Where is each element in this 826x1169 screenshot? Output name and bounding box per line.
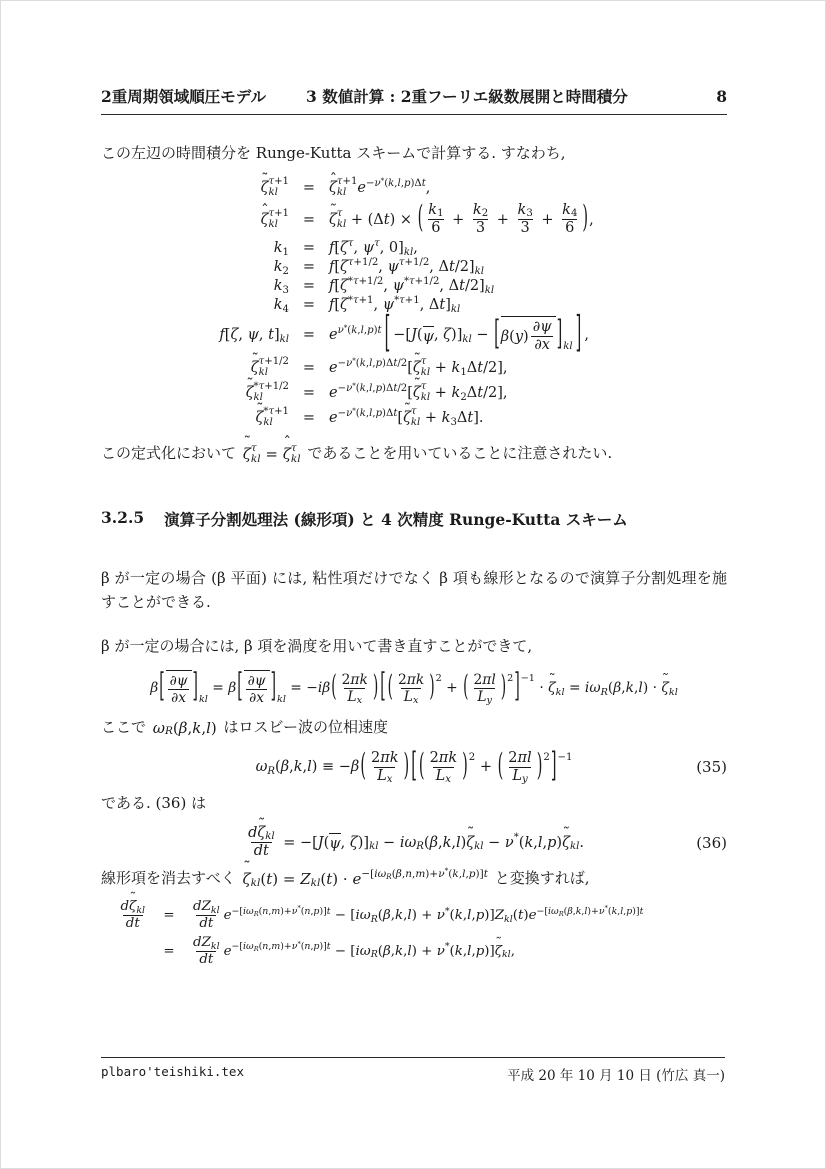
equation-rhs: e − ν * ( k , l , p )Δ t /2 [ ζ ˜ τ kl + k 2 Δ t /2], [329, 382, 507, 404]
header-model-title: 2重周期領域順圧モデル [101, 87, 267, 106]
header-page-number: 8 [716, 87, 727, 106]
paragraph-intro: この左辺の時間積分を Runge-Kutta スキームで計算する. すなわち, [101, 144, 566, 162]
section-number: 3.2.5 [101, 508, 145, 528]
inline-math: ω R ( β , k , l ) [152, 718, 217, 738]
footer-date-author: 平成 20 年 10 月 10 日 (竹広 真一) [507, 1068, 725, 1084]
equation-body: ω R ( β , k , l ) ≡ − β ( 2 πk L x ) [ ( 2 πk L x ) 2 + ( 2 πl L y ) 2 ] −1 [255, 747, 573, 786]
equation-relation: = [302, 327, 316, 344]
equation-lhs: k 1 [273, 240, 289, 258]
equation-rhs: e − ν * ( k , l , p )Δ t [ ζ ˜ τ kl + k 3 Δ t ]. [329, 407, 484, 429]
equation-lhs: k 4 [273, 297, 289, 315]
running-header [101, 1, 727, 115]
equation-body: β [ ∂ψ ∂x ] kl = β [ ∂ψ ∂x ] kl = − iβ ( 2 πk L x ) [ ( 2 πk L x ) 2 + ( 2 πl L y ) 2 ] −1 · ζ ˜ kl = iω R ( β , k , l ) · ζ ˜ kl [150, 670, 678, 707]
equation-array-runge-kutta [101, 177, 727, 429]
equation-relation: = [302, 278, 316, 295]
equation-lhs: f [ ζ , ψ , t ] kl [219, 327, 289, 345]
equation-relation: = [302, 297, 316, 314]
footer-filename: plbaro'teishiki.tex [101, 1064, 244, 1079]
equation-beta-vorticity [101, 667, 727, 707]
paragraph-dearu: である. (36) は [101, 793, 207, 812]
equation-rhs: dZ kl dt e −[ iω R ( n , m )+ ν * ( n , p )] t − [ iω R ( β , k , l ) + ν * ( k , l , p )] ζ ˜ kl , [189, 935, 515, 968]
equation-relation: = [163, 907, 175, 923]
equation-rhs: f [ ζ τ +1/2 , ψ τ +1/2 , Δ t /2] kl [329, 257, 484, 277]
inline-math: ζ ˜ τ kl = ζ ˆ τ kl [243, 442, 301, 466]
equation-lhs: k 3 [273, 278, 289, 296]
section-heading-3-2-5 [101, 508, 727, 530]
equation-relation: = [302, 385, 316, 402]
equation-rhs: f [ ζ τ , ψ τ , 0] kl , [329, 238, 418, 258]
equation-lhs: ζ ˜ * τ +1 kl [256, 407, 289, 429]
equation-body: d ζ ˜ kl dt = −[ J ( ψ , ζ )] kl − iω R ( β , k , l ) ζ ˜ kl − ν * ( k , l , p ) ζ ˜ kl . [244, 825, 584, 860]
equation-relation: = [302, 179, 316, 196]
paragraph-rossby-phase: ここで ω R ( β , k , l ) はロスビー波の位相速度 [101, 715, 727, 740]
paragraph-beta-rewrite: β が一定の場合には, β 項を渦度を用いて書き直すことができて, [101, 637, 533, 656]
paragraph-formulation-note: この定式化において ζ ˜ τ kl = ζ ˆ τ kl であることを用いていることに注意されたい. [101, 441, 727, 466]
equation-rhs: ζ ˜ τ kl + (Δ t ) × ( k 1 6 + k 2 3 + k 3 3 + k 4 6 ) , [329, 202, 594, 237]
equation-lhs: ζ ˜ τ +1/2 kl [251, 357, 289, 379]
paragraph-beta-linear: β が一定の場合 (β 平面) には, 粘性項だけでなく β 項も線形となるので演算子分割処理を施すことができる. [101, 569, 727, 612]
paragraph-transform: 線形項を消去すべく ζ ˜ kl ( t ) = Z kl ( t ) · e −[ iω R ( β , n , m )+ ν * ( k , l , p )] t と変換すれば, [101, 866, 727, 891]
equation-number: (36) [696, 833, 727, 852]
equation-relation: = [302, 240, 316, 257]
section-title: 演算子分割処理法 (線形項) と 4 次精度 Runge-Kutta スキーム [164, 510, 628, 530]
equation-lhs: k 2 [273, 259, 289, 277]
equation-rhs: dZ kl dt e −[ iω R ( n , m )+ ν * ( n , p )] t − [ iω R ( β , k , l ) + ν * ( k , l , p )] Z kl ( t ) e −[ iω R ( β , k , l )+ ν * ( k , l , p )] t [193, 899, 644, 931]
equation-number: (35) [696, 758, 727, 777]
equation-rhs: f [ ζ * τ +1/2 , ψ * τ +1/2 , Δ t /2] kl [329, 276, 495, 296]
equation-lhs: ζ ˜ τ +1 kl [261, 177, 289, 199]
equation-relation: = [302, 211, 316, 228]
equation-rhs: ζ ˆ τ +1 kl e − ν * ( k , l , p )Δ t , [329, 177, 430, 199]
equation-36 [101, 825, 727, 860]
equation-relation: = [302, 259, 316, 276]
equation-relation: = [302, 410, 316, 427]
inline-math: ζ ˜ kl ( t ) = Z kl ( t ) · e −[ iω R ( β , n , m )+ ν * ( k , l , p )] t [242, 867, 487, 891]
equation-rhs: f [ ζ * τ +1 , ψ * τ +1 , Δ t ] kl [329, 295, 461, 315]
page-content [101, 1, 727, 967]
equation-lhs: d ζ ˜ kl dt [116, 899, 149, 932]
equation-lhs: ζ ˆ τ +1 kl [261, 209, 289, 231]
equation-35 [101, 747, 727, 786]
equation-lhs: ζ ˜ * τ +1/2 kl [246, 382, 289, 404]
equation-array-z-transform [101, 899, 727, 967]
equation-relation: = [302, 360, 316, 377]
equation-relation: = [163, 943, 175, 959]
page-footer [101, 1057, 725, 1084]
equation-rhs: e − ν * ( k , l , p )Δ t /2 [ ζ ˜ τ kl + k 1 Δ t /2], [329, 357, 507, 379]
equation-rhs: e ν * ( k , l , p ) t [ −[ J ( ψ , ζ )] kl − [ β ( y ) ∂ψ ∂x ] kl ] , [329, 311, 589, 358]
header-section-title: 3 数値計算 : 2重フーリエ級数展開と時間積分 [306, 87, 628, 106]
